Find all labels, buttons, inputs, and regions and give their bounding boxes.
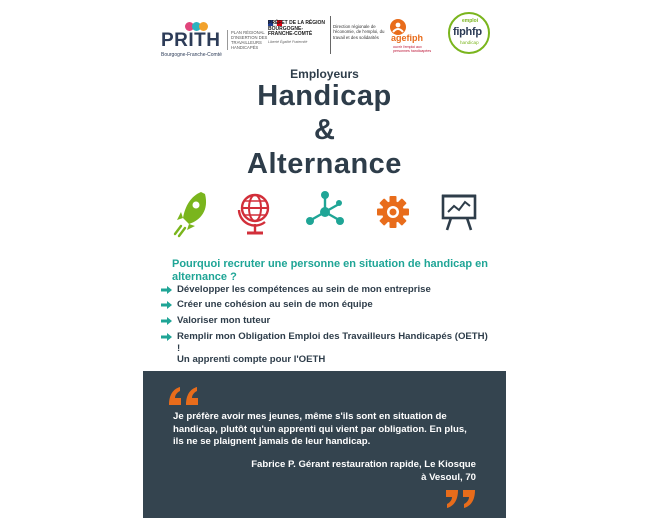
list-item xyxy=(161,299,373,311)
flyer-page xyxy=(143,0,506,518)
prefet-title: PRÉFET DE LA RÉGION BOURGOGNE- FRANCHE-COMTÉ xyxy=(268,20,326,38)
reason-text: Valoriser mon tuteur xyxy=(177,315,271,326)
title-alternance: Alternance xyxy=(247,148,402,180)
rocket-icon xyxy=(171,188,211,238)
testimonial-text: Je préfère avoir mes jeunes, même s'ils sont en situation de handicap, plutôt qu'un apprenti qui vient par obligation. En plus, ils ne se plaignent jamais de leur handicap. xyxy=(173,411,467,447)
reason-text: Développer les compétences au sein de mon entreprise xyxy=(177,284,431,295)
arrow-right-icon xyxy=(161,317,172,325)
direccte-text: Direction régionale de l'économie, de l'emploi, du travail et des solidarités xyxy=(333,24,385,40)
prefet-logo xyxy=(268,13,328,59)
list-item xyxy=(161,315,270,327)
agefiph-logo xyxy=(389,16,437,60)
author-line-2: à Vesoul, 70 xyxy=(421,471,476,483)
reason-text-continued: Un apprenti compte pour l'OETH xyxy=(177,354,326,365)
author-line-1: Fabrice P. Gérant restauration rapide, Le Kiosque xyxy=(251,459,476,470)
globe-icon xyxy=(235,188,275,238)
presentation-board-icon xyxy=(439,188,479,238)
quote-open-icon xyxy=(167,385,201,407)
partner-logos xyxy=(143,10,506,62)
french-flag-icon xyxy=(268,13,282,19)
kicker: Employeurs xyxy=(290,67,359,81)
gear-icon xyxy=(373,188,413,238)
question-heading: Pourquoi recruter une personne en situation de handicap en alternance ? xyxy=(172,258,488,283)
prith-description: PLAN RÉGIONAL D'INSERTION DES TRAVAILLEURS HANDICAPÉS xyxy=(227,30,271,50)
list-item xyxy=(161,284,431,296)
fiphfp-top: emploi xyxy=(462,18,479,24)
fiphfp-logo xyxy=(448,12,490,54)
prefet-motto: Liberté Égalité Fraternité xyxy=(268,39,308,44)
title-ampersand: & xyxy=(314,114,335,146)
fiphfp-bottom: handicap xyxy=(460,40,479,45)
fiphfp-wordmark: fiphfp xyxy=(453,26,482,38)
testimonial-box xyxy=(143,371,506,518)
title-handicap: Handicap xyxy=(257,80,392,112)
arrow-right-icon xyxy=(161,333,172,341)
logo-divider xyxy=(330,16,331,54)
prith-region: Bourgogne-Franche-Comté xyxy=(161,52,222,58)
reason-text: Créer une cohésion au sein de mon équipe xyxy=(177,299,373,310)
prith-logo xyxy=(161,14,268,58)
reason-text: Remplir mon Obligation Emploi des Travailleurs Handicapés (OETH) ! xyxy=(177,331,488,354)
quote-close-icon xyxy=(443,488,477,510)
arrow-right-icon xyxy=(161,286,172,294)
list-item xyxy=(161,331,491,366)
prith-wordmark: PRITH xyxy=(161,30,221,51)
agefiph-wordmark: agefiph xyxy=(391,33,424,43)
agefiph-tagline: ouvrir l'emploi aux personnes handicapées xyxy=(393,45,432,53)
network-icon xyxy=(305,188,345,238)
testimonial-author xyxy=(203,459,476,484)
arrow-right-icon xyxy=(161,301,172,309)
